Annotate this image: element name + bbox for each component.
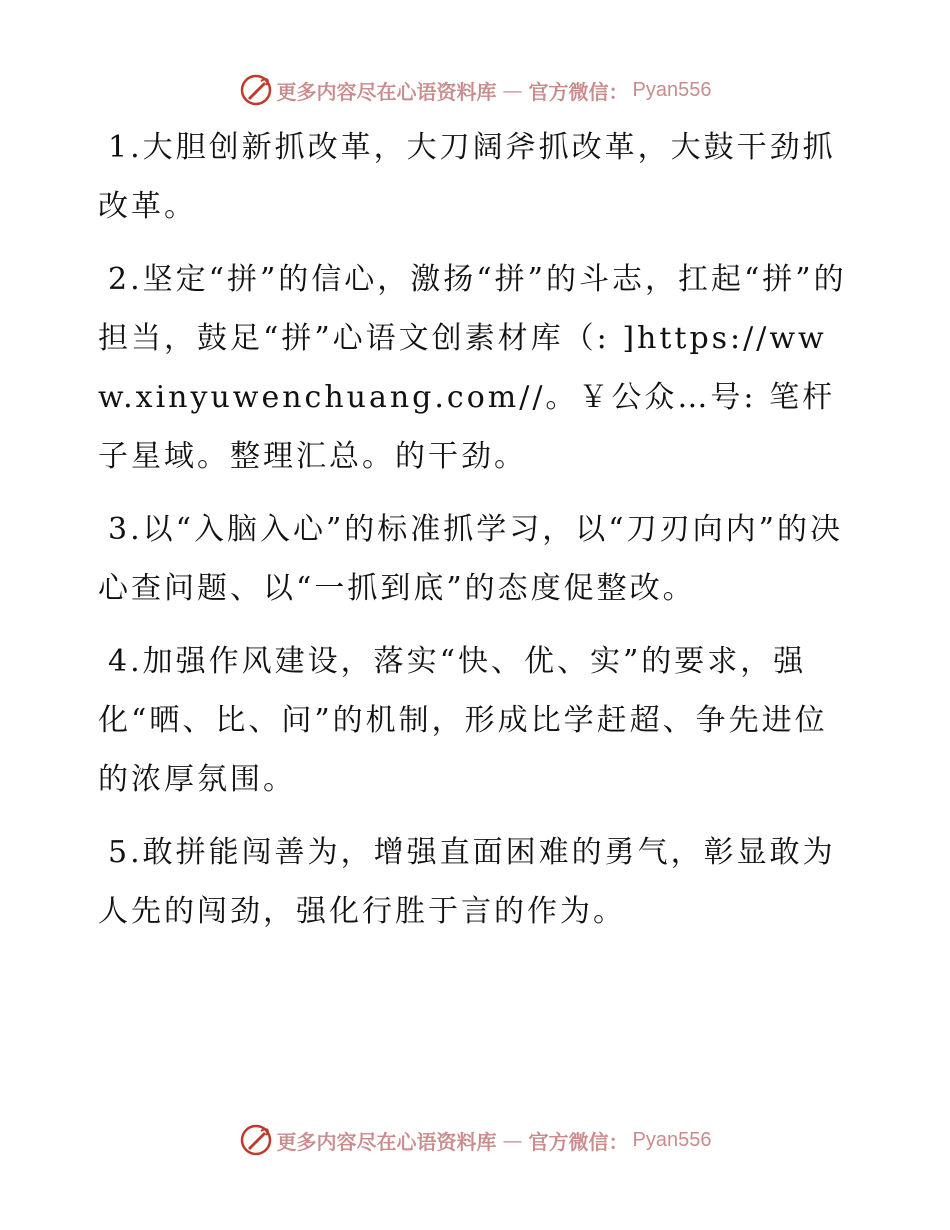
paragraph-text: 大胆创新抓改革，大刀阔斧抓改革，大鼓干劲抓改革。: [98, 130, 836, 224]
header-wechat-label: 官方微信：: [528, 79, 629, 104]
paragraph-number: 4.: [108, 644, 143, 679]
header-banner-dash: —: [502, 78, 523, 102]
header-banner-inner: [239, 73, 712, 107]
paragraph-5: [98, 823, 858, 941]
paragraph-3: [98, 500, 858, 618]
paragraph-text: 以“入脑入心”的标准抓学习，以“刀刃向内”的决心查问题、以“一抓到底”的态度促整改。: [98, 512, 843, 606]
paragraph-text: 坚定“拼”的信心，激扬“拼”的斗志，扛起“拼”的担当，鼓足“拼”心语文创素材库（: ]https://www.xinyuwenchuang.com//。￥公众…号: 笔杆子星域。整理汇总。的干劲。: [98, 262, 847, 474]
document-body: [98, 118, 858, 955]
header-banner-text: 更多内容尽在心语资料库: [276, 79, 497, 104]
quill-logo-icon: [239, 1123, 273, 1157]
footer-banner-inner: [239, 1123, 712, 1157]
footer-wechat-label: 官方微信：: [528, 1129, 629, 1154]
paragraph-1: [98, 118, 858, 236]
paragraph-text: 加强作风建设，落实“快、优、实”的要求，强化“晒、比、问”的机制，形成比学赶超、争先进位的浓厚氛围。: [98, 644, 828, 797]
footer-wechat-id: Pyan556: [632, 1128, 712, 1151]
paragraph-text: 敢拼能闯善为，增强直面困难的勇气，彰显敢为人先的闯劲，强化行胜于言的作为。: [98, 835, 836, 929]
paragraph-2: [98, 250, 858, 486]
header-banner: [0, 70, 950, 110]
paragraph-4: [98, 632, 858, 809]
paragraph-number: 1.: [108, 130, 143, 165]
paragraph-number: 3.: [108, 512, 143, 547]
footer-banner-dash: —: [502, 1128, 523, 1152]
paragraph-number: 2.: [108, 262, 143, 297]
footer-banner: [0, 1120, 950, 1160]
paragraph-number: 5.: [108, 835, 143, 870]
quill-logo-icon: [239, 73, 273, 107]
header-wechat-id: Pyan556: [632, 78, 712, 101]
footer-banner-text: 更多内容尽在心语资料库: [276, 1129, 497, 1154]
